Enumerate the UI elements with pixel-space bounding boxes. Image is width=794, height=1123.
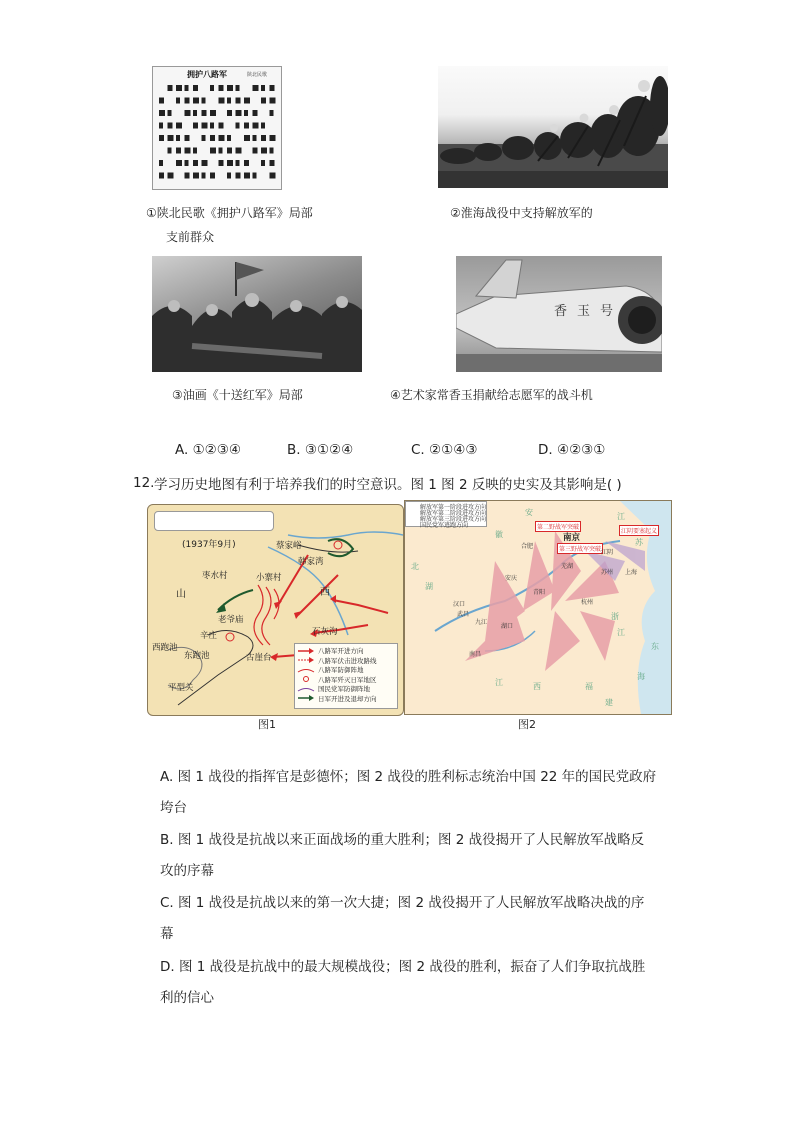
- map1-place-caijiayu: 蔡家峪: [276, 541, 302, 551]
- map2-region: 北: [411, 562, 419, 571]
- song-title: 拥护八路军: [187, 69, 227, 79]
- q11-option-d: D. ④②③①: [538, 442, 606, 458]
- map1-legend-row: [297, 665, 395, 675]
- map2-place-wuhu: 芜湖: [561, 563, 574, 570]
- q12-option-b-line2: 攻的序幕: [160, 863, 214, 879]
- map2-region: 苏: [635, 538, 643, 547]
- q12-number: 12.: [133, 475, 155, 491]
- caption-2-line2: 支前群众: [166, 230, 215, 244]
- map2-place-jiujiang: 九江: [475, 619, 488, 626]
- map2-region: 徽: [495, 530, 503, 539]
- caption-4: ④艺术家常香玉捐献给志愿军的战斗机: [390, 388, 593, 402]
- map2-region: 江: [617, 512, 625, 521]
- map2-place-hefei: 合肥: [521, 543, 534, 550]
- support-crowd-photo: [438, 66, 668, 188]
- map2-place-qingyang: 青阳: [533, 589, 546, 596]
- q12-option-c: [160, 888, 680, 950]
- oil-painting-graphic: [152, 256, 362, 372]
- oil-painting-image: [152, 256, 362, 372]
- map1-place-pingxingguan: 平型关: [168, 683, 194, 693]
- map2-region: 福: [585, 682, 593, 691]
- map1-date: (1937年9月): [182, 540, 236, 550]
- map1-legend-label: 八路军伏击进攻路线: [318, 656, 377, 665]
- q12-option-b-line1: B. 图 1 战役是抗战以来正面战场的重大胜利；图 2 战役揭开了人民解放军战略反: [160, 832, 645, 848]
- map1-legend-label: 国民党军防御阵地: [318, 685, 370, 694]
- song-note: 陕北民歌: [247, 72, 268, 78]
- map1-place-xipaochi: 西跑池: [152, 643, 178, 653]
- map1-battle-map: [147, 504, 404, 716]
- map2-place-wuchang: 武昌: [457, 611, 470, 618]
- q12-option-a-line1: A. 图 1 战役的指挥官是彭德怀；图 2 战役的胜利标志统治中国 22 年的国民党政府: [160, 769, 657, 785]
- map1-place-hanjiawan: 韩家湾: [298, 557, 324, 567]
- q12-option-a: [160, 762, 680, 824]
- map1-title-box: [154, 511, 274, 531]
- map2-place-hangzhou: 杭州: [581, 599, 594, 606]
- map2-place-anqing: 安庆: [505, 575, 518, 582]
- map2-place-nanchang: 南昌: [469, 651, 482, 658]
- q12-option-d-line2: 利的信心: [160, 990, 214, 1006]
- map1-place-dongpaochi: 东跑池: [184, 651, 210, 661]
- map2-region: 江: [617, 628, 625, 637]
- fighter-jet-photo: [456, 256, 662, 372]
- q12-option-c-line1: C. 图 1 战役是抗战以来的第一次大捷；图 2 战役揭开了人民解放军战略决战的序: [160, 895, 645, 911]
- map2-region: 西: [533, 682, 541, 691]
- map1-legend-label: 日军开进及退却方向: [318, 694, 377, 703]
- caption-1: ①陕北民歌《拥护八路军》局部: [146, 206, 313, 220]
- map2-region: 江: [495, 678, 503, 687]
- map1-legend-row: [297, 675, 395, 685]
- map2-legend-3: 解放军第三阶段进攻方向: [420, 516, 487, 523]
- map2-legend-1: 解放军第一阶段进攻方向: [420, 504, 487, 511]
- map1-legend-row: [297, 646, 395, 656]
- map2-region: 东: [651, 642, 659, 651]
- map2-region: 海: [637, 672, 645, 681]
- map2-place-hankou: 汉口: [453, 601, 466, 608]
- map2-tag-jiangyin: 江阴要塞起义: [619, 525, 659, 536]
- map1-legend-label: 八路军开进方向: [318, 647, 364, 656]
- map2-legend-2: 解放军第二阶段进攻方向: [420, 510, 487, 517]
- map2-place-jiangyin: 江阴: [601, 549, 614, 556]
- q12-option-d: [160, 952, 680, 1014]
- song-sheet-image: [152, 66, 282, 190]
- support-crowd-graphic: [438, 66, 668, 188]
- map2-place-nanjing: 南京: [563, 533, 581, 543]
- map1-place-shihuigou: 石灰沟: [312, 627, 338, 637]
- q12-option-a-line2: 垮台: [160, 800, 187, 816]
- map1-region-shan: 山: [176, 589, 186, 600]
- map1-legend-row: [297, 694, 395, 704]
- map1-place-xinzhuang: 辛庄: [200, 631, 218, 641]
- map1-legend-row: [297, 684, 395, 694]
- caption-2-line1: ②淮海战役中支持解放军的: [450, 206, 593, 220]
- map1-place-xiaozhaicun: 小寨村: [256, 573, 282, 583]
- map2-place-suzhou: 苏州: [601, 569, 614, 576]
- map2-tag-2nd: 第二野战军突破: [535, 521, 581, 532]
- q12-stem: 学习历史地图有利于培养我们的时空意识。图 1 图 2 反映的史实及其影响是( ): [154, 477, 622, 493]
- map2-region: 安: [525, 508, 533, 517]
- map2-campaign-map: [404, 500, 672, 715]
- map1-place-zaoshuicun: 枣水村: [202, 571, 228, 581]
- song-notation-graphic: [153, 67, 281, 189]
- map1-region-xi: 西: [320, 587, 330, 598]
- fig1-caption: 图1: [258, 718, 276, 731]
- map1-legend: [294, 643, 398, 709]
- map2-tag-3rd: 第三野战军突破: [557, 543, 603, 554]
- map2-region: 建: [605, 698, 613, 707]
- q12-option-c-line2: 幕: [160, 926, 174, 942]
- map2-place-shanghai: 上海: [625, 569, 638, 576]
- map1-place-guyatai: 古崖台: [246, 653, 272, 663]
- q12-option-d-line1: D. 图 1 战役是抗战中的最大规模战役；图 2 战役的胜利，振奋了人们争取抗战胜: [160, 959, 646, 975]
- map2-region: 湖: [425, 582, 433, 591]
- q11-option-c: C. ②①④③: [411, 442, 478, 458]
- map2-legend-4: 国民党军逃跑方向: [420, 522, 469, 529]
- map2-region: 浙: [611, 612, 619, 621]
- map2-legend: [405, 501, 487, 527]
- plane-inscription: 香玉号: [554, 304, 624, 319]
- map1-legend-label: 八路军歼灭日军地区: [318, 675, 377, 684]
- fig2-caption: 图2: [518, 718, 536, 731]
- map1-place-laoyemiao: 老爷庙: [218, 615, 244, 625]
- map1-legend-label: 八路军防御阵地: [318, 666, 364, 675]
- map2-place-hukou: 湖口: [501, 623, 514, 630]
- caption-3: ③油画《十送红军》局部: [172, 388, 303, 402]
- q11-option-a: A. ①②③④: [175, 442, 241, 458]
- q12-option-b: [160, 825, 680, 887]
- map1-legend-row: [297, 656, 395, 666]
- q11-option-b: B. ③①②④: [287, 442, 354, 458]
